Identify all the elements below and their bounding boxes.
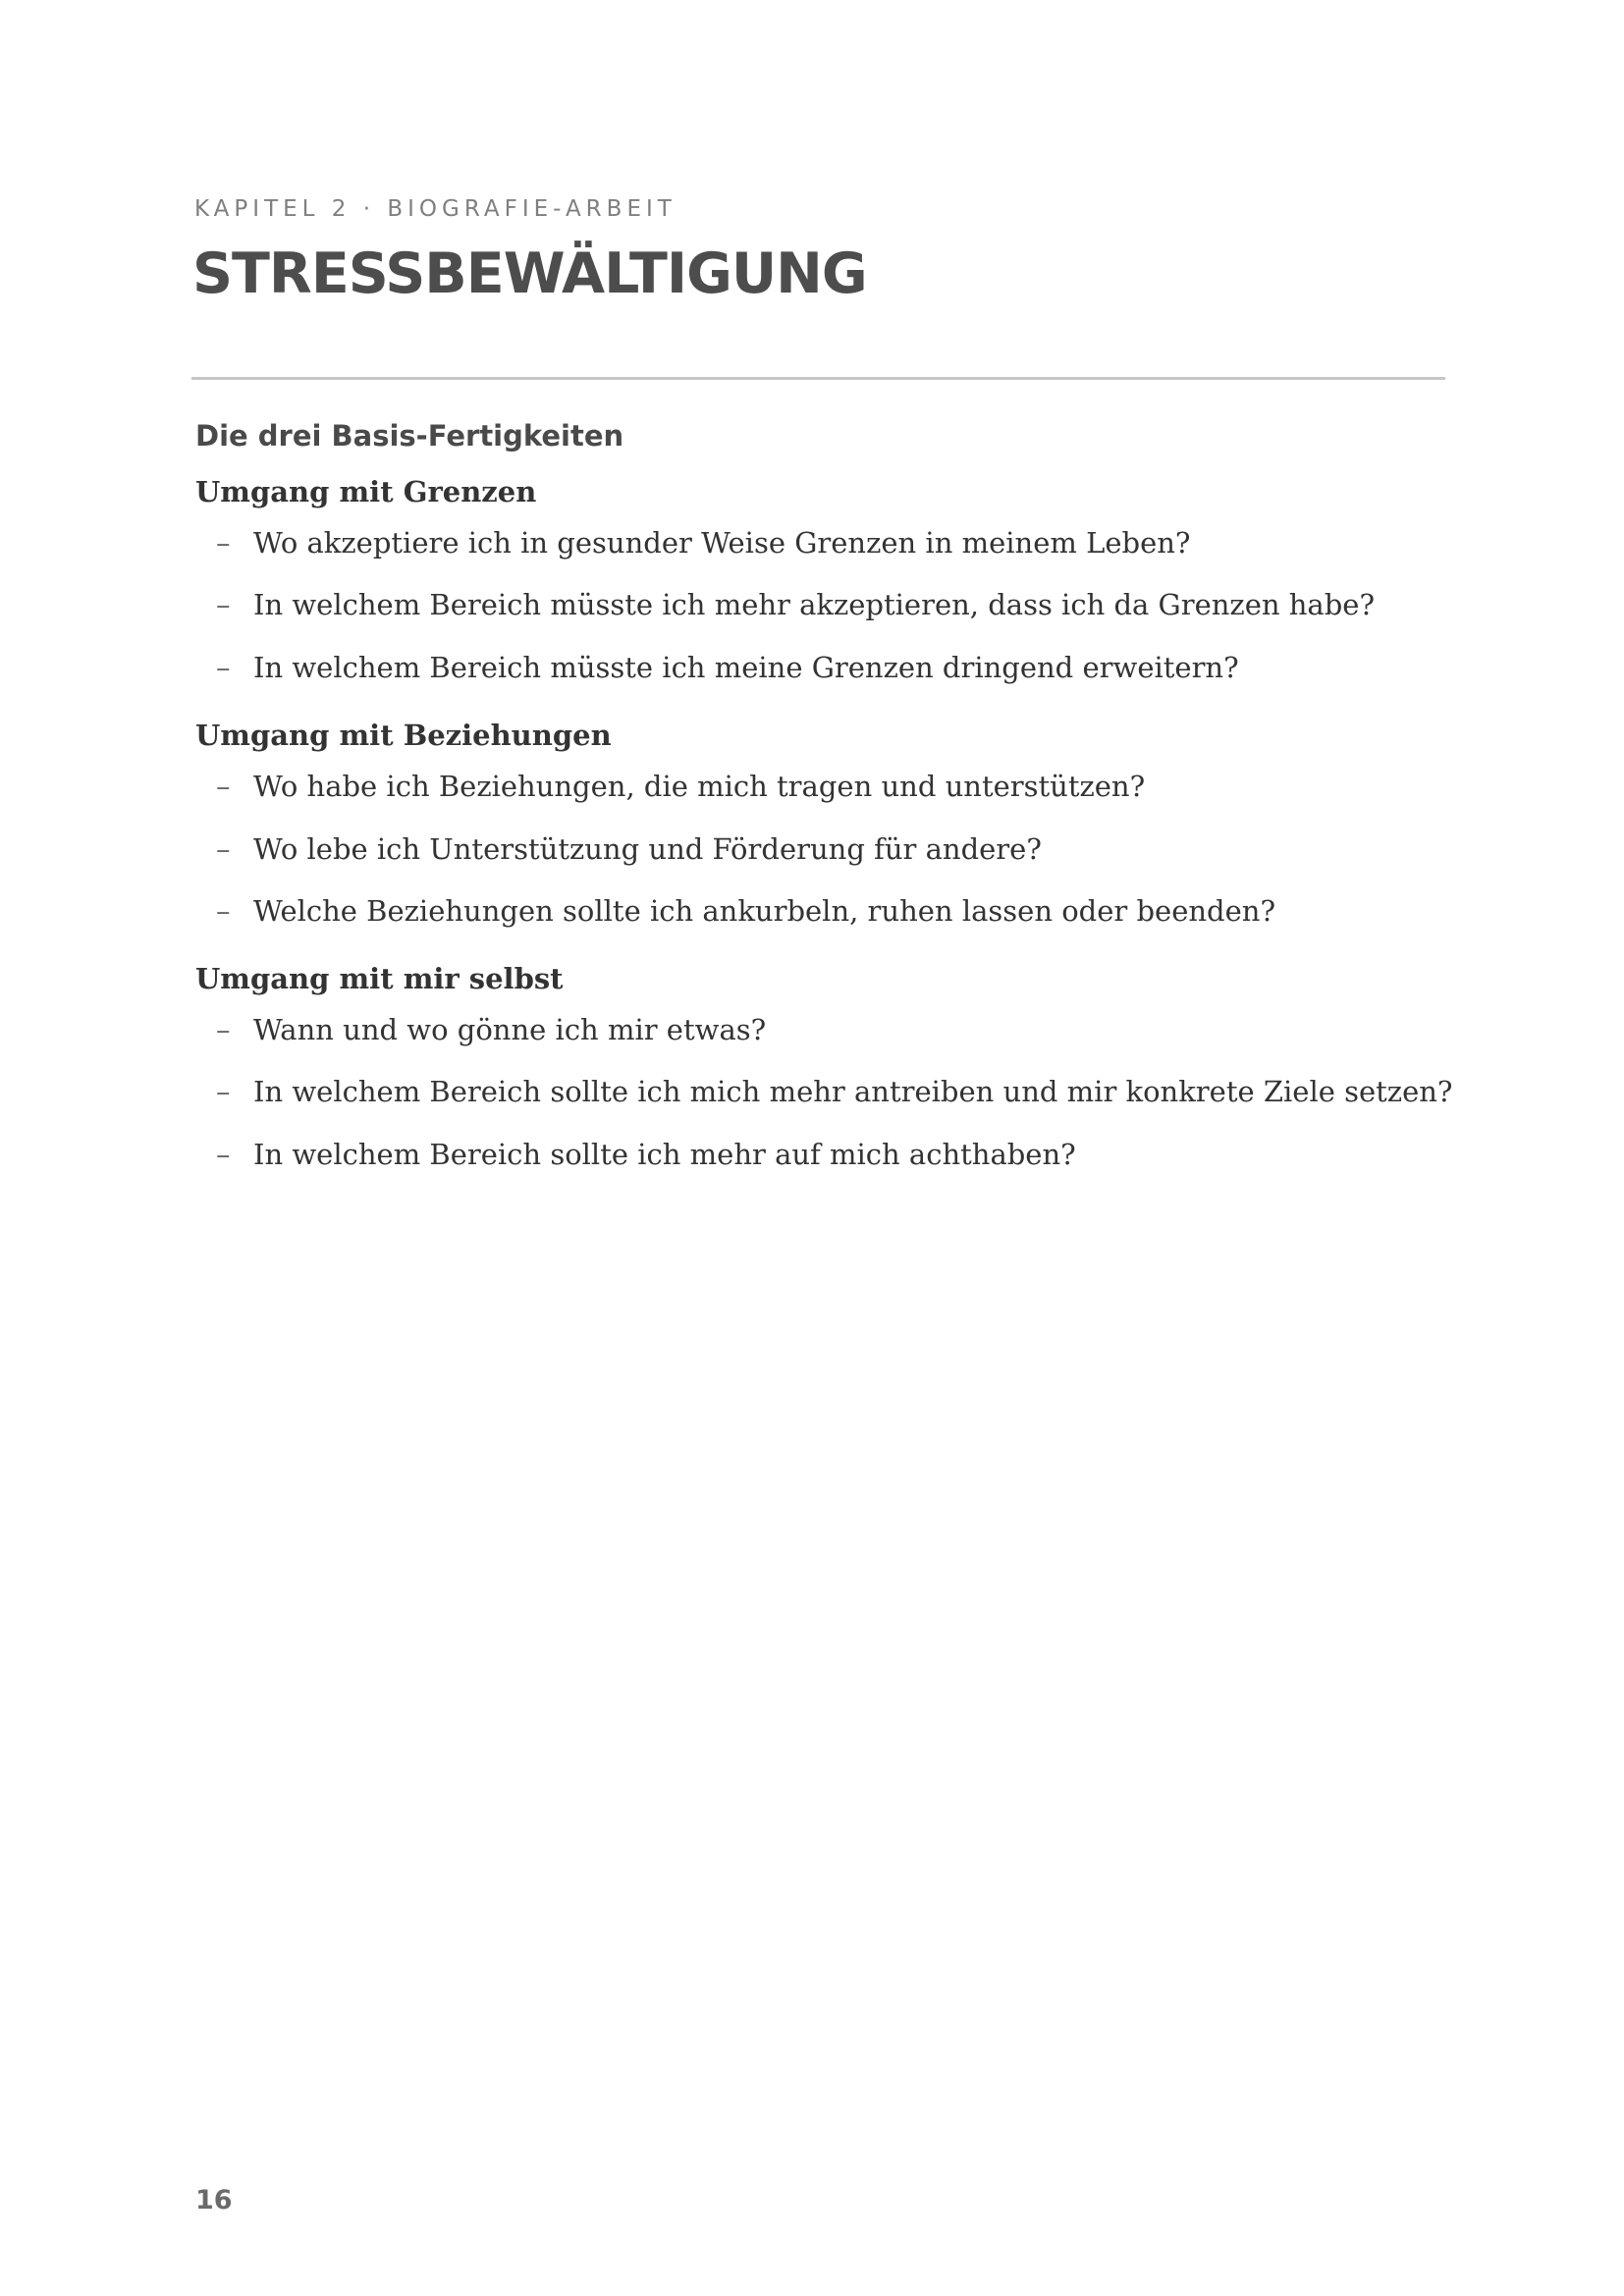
- list-item: [216, 1075, 1452, 1108]
- page-title: STRESSBEWÄLTIGUNG: [192, 241, 867, 306]
- list-item-text: Wo akzeptiere ich in gesunder Weise Grenzen in meinem Leben?: [253, 526, 1191, 560]
- list-item: [216, 651, 1239, 684]
- bullet-dash: –: [216, 1013, 231, 1046]
- chapter-label: KAPITEL 2 · BIOGRAFIE-ARBEIT: [194, 196, 677, 222]
- list-item-text: In welchem Bereich müsste ich meine Grenzen dringend erweitern?: [253, 651, 1239, 684]
- bullet-dash: –: [216, 588, 231, 621]
- bullet-dash: –: [216, 651, 231, 684]
- bullet-dash: –: [216, 526, 231, 560]
- bullet-dash: –: [216, 1138, 231, 1171]
- list-item: [216, 588, 1375, 621]
- list-item-text: In welchem Bereich sollte ich mehr auf mich achthaben?: [253, 1138, 1076, 1171]
- group-heading-selbst: Umgang mit mir selbst: [195, 962, 564, 995]
- section-heading: Die drei Basis-Fertigkeiten: [195, 419, 624, 453]
- list-item: [216, 832, 1042, 866]
- list-item: [216, 526, 1190, 560]
- list-item-text: Welche Beziehungen sollte ich ankurbeln, ruhen lassen oder beenden?: [253, 894, 1275, 928]
- group-heading-grenzen: Umgang mit Grenzen: [195, 475, 537, 508]
- group-heading-beziehungen: Umgang mit Beziehungen: [195, 719, 612, 752]
- list-item-text: Wann und wo gönne ich mir etwas?: [253, 1013, 767, 1046]
- list-item-text: Wo habe ich Beziehungen, die mich tragen und unterstützen?: [253, 770, 1146, 803]
- bullet-dash: –: [216, 770, 231, 803]
- list-item: [216, 894, 1275, 928]
- list-item: [216, 1013, 766, 1046]
- list-item-text: In welchem Bereich müsste ich mehr akzeptieren, dass ich da Grenzen habe?: [253, 588, 1375, 621]
- list-item-text: In welchem Bereich sollte ich mich mehr antreiben und mir konkrete Ziele setzen?: [253, 1075, 1453, 1108]
- page-number: 16: [195, 2185, 233, 2216]
- bullet-dash: –: [216, 894, 231, 928]
- bullet-dash: –: [216, 1075, 231, 1108]
- list-item: [216, 770, 1145, 803]
- list-item: [216, 1138, 1076, 1171]
- title-divider: [191, 377, 1445, 380]
- list-item-text: Wo lebe ich Unterstützung und Förderung für andere?: [253, 832, 1042, 866]
- bullet-dash: –: [216, 832, 231, 866]
